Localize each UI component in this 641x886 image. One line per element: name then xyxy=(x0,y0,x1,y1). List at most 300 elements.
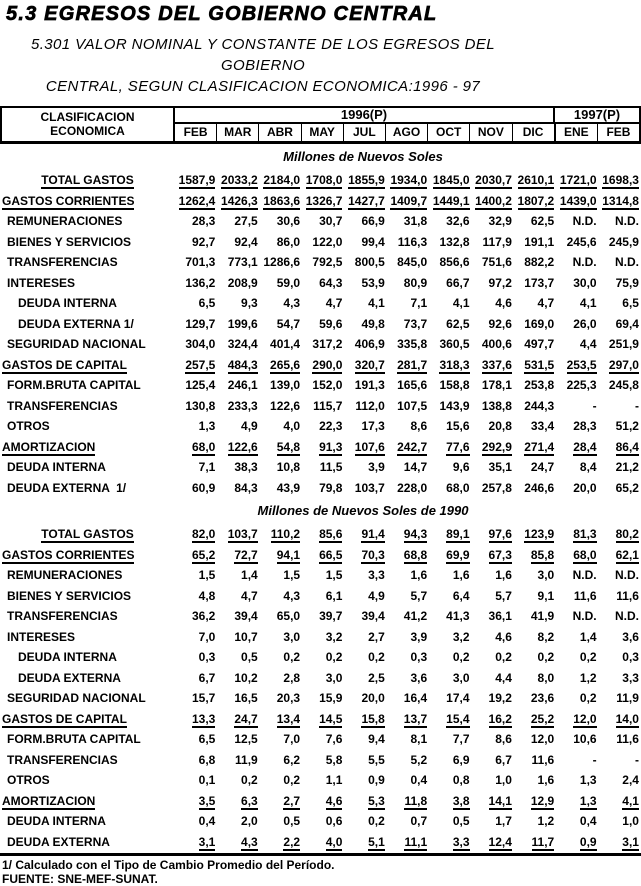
cell-value: 318,3 xyxy=(439,357,470,372)
cell-value: 304,0 xyxy=(185,337,216,351)
table-row xyxy=(0,688,641,709)
cell-value: 1314,8 xyxy=(602,193,639,208)
row-label: GASTOS DE CAPITAL xyxy=(2,711,127,726)
cell-value: N.D. xyxy=(614,568,639,582)
cell-value: 882,2 xyxy=(524,255,555,269)
cell-value: 64,3 xyxy=(319,275,343,290)
cell-value: 129,7 xyxy=(185,316,216,331)
cell-value: 245,9 xyxy=(608,234,639,249)
cell-value: 26,0 xyxy=(573,316,597,331)
cell-value: 28,3 xyxy=(573,419,597,433)
cell-value: 3,3 xyxy=(622,670,639,685)
cell-value: 0,2 xyxy=(368,650,385,664)
cell-value: 53,9 xyxy=(361,275,385,290)
table-row xyxy=(0,355,641,376)
cell-value: 1,6 xyxy=(495,568,512,582)
cell-value: 103,7 xyxy=(227,527,258,541)
cell-value: 1,0 xyxy=(495,773,512,787)
table-row xyxy=(0,375,641,396)
cell-value: 8,0 xyxy=(537,670,555,685)
row-label: DEUDA EXTERNA 1/ xyxy=(18,316,134,331)
cell-value: 7,1 xyxy=(410,296,428,310)
cell-value: 2,5 xyxy=(368,670,385,685)
cell-value: 324,4 xyxy=(227,337,258,351)
cell-value: 1,0 xyxy=(622,814,639,828)
cell-value: 91,4 xyxy=(361,527,385,541)
cell-value: 152,0 xyxy=(312,378,343,392)
cell-value: 43,9 xyxy=(276,480,301,495)
cell-value: 41,3 xyxy=(446,609,470,623)
cell-value: 3,1 xyxy=(622,834,639,849)
cell-value: 84,3 xyxy=(234,480,258,495)
classification-header-cell xyxy=(2,108,175,141)
cell-value: 165,6 xyxy=(397,378,428,392)
cell-value: 54,7 xyxy=(276,316,301,331)
cell-value: 39,7 xyxy=(319,609,343,623)
table-row xyxy=(0,232,641,253)
cell-value: 20,0 xyxy=(361,691,385,705)
cell-value: 41,9 xyxy=(530,609,555,623)
cell-value: 22,3 xyxy=(319,419,343,433)
cell-value: 11,6 xyxy=(531,752,555,767)
cell-value: 406,9 xyxy=(354,337,385,351)
subtitle-line-2: CENTRAL, SEGUN CLASIFICACION ECONOMICA:1996 - 97 xyxy=(45,78,481,95)
table-row xyxy=(0,647,641,668)
cell-value: 0,2 xyxy=(537,650,555,664)
table-row xyxy=(0,832,641,853)
cell-value: 125,4 xyxy=(185,378,216,392)
cell-value: 130,8 xyxy=(185,398,216,413)
cell-value: 3,3 xyxy=(368,568,385,582)
footnote-source: FUENTE: SNE-MEF-SUNAT. xyxy=(2,872,158,886)
section-heading: Millones de Nuevos Soles xyxy=(283,149,443,164)
cell-value: 0,5 xyxy=(241,650,258,664)
cell-value: 751,6 xyxy=(481,255,512,269)
cell-value: 1,5 xyxy=(283,568,301,582)
cell-value: N.D. xyxy=(572,568,597,582)
cell-value: 7,6 xyxy=(325,732,343,746)
row-label: GASTOS CORRIENTES xyxy=(2,193,135,208)
cell-value: N.D. xyxy=(572,255,597,269)
cell-value: 4,9 xyxy=(368,588,385,603)
cell-value: 23,6 xyxy=(530,691,555,705)
row-label: INTERESES xyxy=(7,629,76,644)
cell-value: 531,5 xyxy=(524,357,555,372)
classification-line-1: CLASIFICACION xyxy=(40,109,135,124)
table-row xyxy=(0,416,641,437)
cell-value: 39,4 xyxy=(361,609,385,623)
cell-value: 12,5 xyxy=(234,732,258,746)
cell-value: 66,5 xyxy=(319,547,343,562)
cell-value: 4,6 xyxy=(495,629,512,644)
cell-value: 191,3 xyxy=(354,378,385,392)
cell-value: 27,5 xyxy=(234,214,258,228)
cell-value: 68,0 xyxy=(446,480,470,495)
cell-value: 13,3 xyxy=(192,711,216,726)
cell-value: 2,2 xyxy=(283,834,301,849)
cell-value: 1698,3 xyxy=(602,173,639,187)
cell-value: 68,0 xyxy=(192,439,216,454)
cell-value: 91,3 xyxy=(319,439,343,454)
cell-value: 0,9 xyxy=(579,834,597,849)
cell-value: 28,3 xyxy=(192,214,216,228)
row-label: FORM.BRUTA CAPITAL xyxy=(7,378,141,392)
row-label: DEUDA EXTERNA xyxy=(18,670,121,685)
cell-value: 28,4 xyxy=(573,439,597,454)
cell-value: 5,7 xyxy=(495,588,512,603)
cell-value: 92,7 xyxy=(192,234,216,249)
cell-value: 5,5 xyxy=(368,752,385,767)
cell-value: 1,1 xyxy=(325,773,343,787)
cell-value: 3,2 xyxy=(452,629,470,644)
cell-value: 69,9 xyxy=(446,547,470,562)
cell-value: 68,0 xyxy=(573,547,597,562)
column-header-feb-1997: FEB xyxy=(606,125,631,139)
cell-value: 1400,2 xyxy=(475,193,512,208)
cell-value: 4,7 xyxy=(241,588,258,603)
table-row xyxy=(0,709,641,730)
column-header-jul-1996: JUL xyxy=(344,124,386,141)
cell-value: 3,3 xyxy=(452,834,470,849)
footnote-1: 1/ Calculado con el Tipo de Cambio Promedio del Período. xyxy=(2,858,335,872)
column-header-oct-1996: OCT xyxy=(428,124,470,141)
cell-value: 0,4 xyxy=(198,814,216,828)
cell-value: 0,9 xyxy=(368,773,385,787)
cell-value: 65,2 xyxy=(615,480,639,495)
cell-value: 257,5 xyxy=(185,357,216,372)
row-label: AMORTIZACION xyxy=(2,439,96,454)
cell-value: 0,2 xyxy=(495,650,512,664)
cell-value: 199,6 xyxy=(227,316,258,331)
cell-value: 3,1 xyxy=(198,834,216,849)
classification-line-2: ECONOMICA xyxy=(50,124,125,139)
cell-value: 1934,0 xyxy=(390,173,428,187)
cell-value: 1,2 xyxy=(537,814,555,828)
cell-value: 246,6 xyxy=(524,480,555,495)
cell-value: 10,8 xyxy=(276,460,301,474)
cell-value: 30,6 xyxy=(276,214,301,228)
cell-value: 4,0 xyxy=(325,834,343,849)
table-row xyxy=(0,273,641,294)
cell-value: 86,4 xyxy=(615,439,639,454)
table-row xyxy=(0,627,641,648)
page xyxy=(0,3,641,886)
cell-value: 4,3 xyxy=(283,588,301,603)
table-row xyxy=(0,293,641,314)
cell-value: 1,6 xyxy=(452,568,470,582)
cell-value: 6,8 xyxy=(198,752,216,767)
cell-value: 92,4 xyxy=(234,234,258,249)
cell-value: 5,8 xyxy=(325,752,343,767)
cell-value: 6,1 xyxy=(325,588,343,603)
column-header-ago-1996: AGO xyxy=(386,124,428,141)
column-header-ene-1997: ENE xyxy=(556,124,598,141)
cell-value: 0,2 xyxy=(579,691,597,705)
cell-value: 66,7 xyxy=(446,275,470,290)
cell-value: 0,2 xyxy=(283,773,301,787)
cell-value: 3,9 xyxy=(410,629,428,644)
column-header-mar-1996: MAR xyxy=(217,124,259,141)
cell-value: 6,5 xyxy=(198,296,216,310)
cell-value: 4,3 xyxy=(283,296,301,310)
cell-value: 107,5 xyxy=(397,398,428,413)
cell-value: 13,4 xyxy=(276,711,301,726)
cell-value: 12,0 xyxy=(530,732,555,746)
cell-value: 110,2 xyxy=(270,527,301,541)
row-label: INTERESES xyxy=(7,275,76,290)
cell-value: 1426,3 xyxy=(221,193,258,208)
cell-value: 253,5 xyxy=(566,357,597,372)
subtitle xyxy=(3,34,523,97)
cell-value: 65,2 xyxy=(192,547,216,562)
cell-value: 99,4 xyxy=(361,234,385,249)
cell-value: 67,3 xyxy=(488,547,512,562)
row-label: DEUDA INTERNA xyxy=(18,296,117,310)
column-header-abr-1996: ABR xyxy=(259,124,301,141)
cell-value: 122,6 xyxy=(227,439,258,454)
table-row xyxy=(0,170,641,191)
cell-value: 103,7 xyxy=(354,480,385,495)
cell-value: 6,5 xyxy=(622,296,639,310)
row-label: GASTOS DE CAPITAL xyxy=(2,357,127,372)
table-row xyxy=(0,457,641,478)
cell-value: 24,7 xyxy=(530,460,555,474)
cell-value: 9,1 xyxy=(537,588,555,603)
year-header-1997: 1997(P) xyxy=(573,107,621,122)
table-row xyxy=(0,750,641,771)
cell-value: 4,4 xyxy=(495,670,512,685)
cell-value: 281,7 xyxy=(397,357,428,372)
cell-value: 0,2 xyxy=(368,814,385,828)
cell-value: 25,2 xyxy=(530,711,555,726)
row-label: BIENES Y SERVICIOS xyxy=(7,234,132,249)
row-label: TRANSFERENCIAS xyxy=(7,398,118,413)
cell-value: 4,1 xyxy=(452,296,470,310)
cell-value: 6,7 xyxy=(495,752,512,767)
cell-value: 33,4 xyxy=(530,419,555,433)
month-row xyxy=(175,124,639,141)
cell-value: 0,3 xyxy=(410,650,428,664)
cell-value: 4,4 xyxy=(579,337,597,351)
cell-value: 94,1 xyxy=(276,547,301,562)
column-header-may-1996: MAY xyxy=(302,124,344,141)
cell-value: 4,7 xyxy=(537,296,555,310)
cell-value: 4,1 xyxy=(579,296,597,310)
cell-value: 8,1 xyxy=(410,732,428,746)
cell-value: 14,0 xyxy=(615,711,639,726)
row-label: DEUDA EXTERNA 1/ xyxy=(7,480,127,495)
cell-value: 21,2 xyxy=(615,460,639,474)
cell-value: 10,2 xyxy=(234,670,258,685)
cell-value: 10,7 xyxy=(234,629,258,644)
cell-value: 246,1 xyxy=(227,378,258,392)
cell-value: 0,4 xyxy=(410,773,428,787)
row-label: FORM.BRUTA CAPITAL xyxy=(7,732,141,746)
cell-value: 497,7 xyxy=(524,337,555,351)
cell-value: 0,3 xyxy=(622,650,639,664)
cell-value: 15,7 xyxy=(192,691,216,705)
cell-value: 41,2 xyxy=(403,609,428,623)
cell-value: 49,8 xyxy=(361,316,385,331)
cell-value: 69,4 xyxy=(615,316,639,331)
cell-value: 1286,6 xyxy=(263,255,301,269)
row-label: AMORTIZACION xyxy=(2,793,96,808)
row-label: DEUDA INTERNA xyxy=(7,460,106,474)
cell-value: - xyxy=(592,752,597,767)
cell-value: 24,7 xyxy=(234,711,258,726)
cell-value: 14,1 xyxy=(488,793,512,808)
cell-value: 5,1 xyxy=(368,834,385,849)
cell-value: 11,8 xyxy=(404,793,428,808)
cell-value: 17,3 xyxy=(361,419,385,433)
subtitle-line-1: 5.301 VALOR NOMINAL Y CONSTANTE DE LOS EGRESOS DEL GOBIERNO xyxy=(30,36,496,74)
cell-value: N.D. xyxy=(572,609,597,623)
cell-value: 11,9 xyxy=(235,752,258,767)
cell-value: 81,3 xyxy=(573,527,597,541)
table-row xyxy=(0,211,641,232)
table-row xyxy=(0,729,641,750)
cell-value: 253,8 xyxy=(524,378,555,392)
cell-value: - xyxy=(634,752,639,767)
cell-value: 4,8 xyxy=(198,588,216,603)
section-heading: Millones de Nuevos Soles de 1990 xyxy=(257,503,469,518)
cell-value: 5,2 xyxy=(410,752,428,767)
table-row xyxy=(0,545,641,566)
cell-value: 2,0 xyxy=(241,814,258,828)
cell-value: 773,1 xyxy=(227,255,258,269)
cell-value: 169,0 xyxy=(524,316,555,331)
cell-value: 36,2 xyxy=(192,609,216,623)
cell-value: 228,0 xyxy=(397,480,428,495)
cell-value: 94,3 xyxy=(403,527,428,541)
cell-value: 4,3 xyxy=(241,834,258,849)
cell-value: 401,4 xyxy=(270,337,301,351)
cell-value: 30,0 xyxy=(573,275,597,290)
cell-value: 3,2 xyxy=(325,629,343,644)
cell-value: 68,8 xyxy=(403,547,428,562)
table-row xyxy=(0,565,641,586)
cell-value: 97,2 xyxy=(488,275,512,290)
cell-value: 242,7 xyxy=(397,439,428,454)
cell-value: 1,3 xyxy=(579,773,597,787)
cell-value: 13,7 xyxy=(403,711,428,726)
cell-value: 2184,0 xyxy=(263,173,301,187)
cell-value: 4,6 xyxy=(325,793,343,808)
cell-value: 290,0 xyxy=(312,357,343,372)
cell-value: 0,2 xyxy=(283,650,301,664)
cell-value: 335,8 xyxy=(397,337,428,351)
cell-value: 77,6 xyxy=(446,439,470,454)
cell-value: 5,7 xyxy=(410,588,428,603)
cell-value: 35,1 xyxy=(488,460,512,474)
cell-value: 62,5 xyxy=(530,214,555,228)
cell-value: 51,2 xyxy=(615,419,639,433)
row-label: REMUNERACIONES xyxy=(7,568,123,582)
cell-value: 701,3 xyxy=(185,255,216,269)
cell-value: 845,0 xyxy=(397,255,428,269)
cell-value: 82,0 xyxy=(192,527,216,541)
table-body xyxy=(0,144,641,852)
cell-value: 12,0 xyxy=(573,711,597,726)
table-row xyxy=(0,252,641,273)
cell-value: 7,1 xyxy=(198,460,216,474)
cell-value: 1,7 xyxy=(495,814,512,828)
cell-value: 86,0 xyxy=(276,234,301,249)
row-label: DEUDA INTERNA xyxy=(18,650,117,664)
row-label: TOTAL GASTOS xyxy=(41,173,134,187)
cell-value: 0,2 xyxy=(452,650,470,664)
page-title: 5.3 EGRESOS DEL GOBIERNO CENTRAL xyxy=(6,3,438,25)
cell-value: 62,5 xyxy=(446,316,470,331)
cell-value: 132,8 xyxy=(439,234,470,249)
cell-value: 4,7 xyxy=(325,296,343,310)
cell-value: 11,6 xyxy=(616,588,639,603)
table-row xyxy=(0,791,641,812)
cell-value: 297,0 xyxy=(608,357,639,372)
cell-value: 30,7 xyxy=(319,214,343,228)
cell-value: 16,4 xyxy=(403,691,428,705)
cell-value: 60,9 xyxy=(192,480,216,495)
cell-value: 79,8 xyxy=(319,480,343,495)
cell-value: 16,5 xyxy=(234,691,258,705)
cell-value: 6,5 xyxy=(198,732,216,746)
cell-value: 75,9 xyxy=(615,275,639,290)
cell-value: 20,8 xyxy=(488,419,512,433)
row-label: TRANSFERENCIAS xyxy=(7,752,118,767)
table-row xyxy=(0,524,641,545)
row-label: DEUDA EXTERNA xyxy=(7,834,110,849)
row-label: SEGURIDAD NACIONAL xyxy=(7,337,146,351)
cell-value: 0,1 xyxy=(198,773,216,787)
row-label: OTROS xyxy=(7,773,50,787)
cell-value: 139,0 xyxy=(270,378,301,392)
cell-value: 1,5 xyxy=(325,568,343,582)
cell-value: 36,1 xyxy=(488,609,512,623)
cell-value: 1,3 xyxy=(198,419,216,433)
cell-value: 0,2 xyxy=(579,650,597,664)
cell-value: 9,3 xyxy=(241,296,258,310)
cell-value: 143,9 xyxy=(439,398,470,413)
cell-value: 0,3 xyxy=(198,650,216,664)
cell-value: 65,0 xyxy=(276,609,301,623)
cell-value: 800,5 xyxy=(354,255,385,269)
footnotes xyxy=(0,856,641,886)
cell-value: 115,7 xyxy=(313,398,343,413)
cell-value: 59,6 xyxy=(319,316,343,331)
cell-value: 8,6 xyxy=(495,732,512,746)
cell-value: 39,4 xyxy=(234,609,258,623)
cell-value: 136,2 xyxy=(185,275,216,290)
cell-value: 6,7 xyxy=(198,670,216,685)
cell-value: 3,0 xyxy=(325,670,343,685)
cell-value: 9,4 xyxy=(368,732,385,746)
cell-value: 191,1 xyxy=(524,234,555,249)
row-label: GASTOS CORRIENTES xyxy=(2,547,135,562)
cell-value: 70,3 xyxy=(361,547,385,562)
cell-value: 11,5 xyxy=(319,460,343,474)
cell-value: 0,2 xyxy=(325,650,343,664)
cell-value: 337,6 xyxy=(481,357,512,372)
cell-value: 1,6 xyxy=(537,773,555,787)
cell-value: 1708,0 xyxy=(305,173,343,187)
table-row xyxy=(0,437,641,458)
cell-value: 11,9 xyxy=(616,691,639,705)
cell-value: 2033,2 xyxy=(221,173,258,187)
cell-value: 245,6 xyxy=(566,234,597,249)
cell-value: 8,6 xyxy=(410,419,428,433)
cell-value: 17,4 xyxy=(446,691,470,705)
cell-value: 122,0 xyxy=(312,234,343,249)
